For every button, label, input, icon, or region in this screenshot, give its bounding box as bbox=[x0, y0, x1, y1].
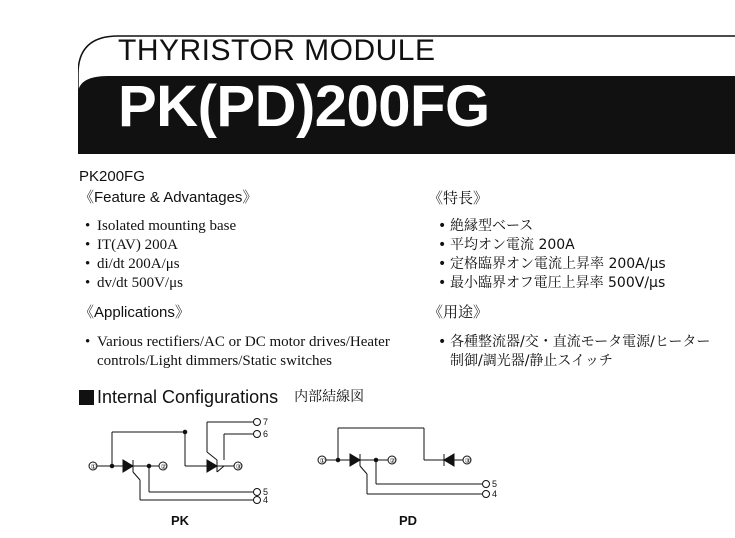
product-title: PK(PD)200FG bbox=[118, 74, 490, 139]
application-item: • Various rectifiers/AC or DC motor drives/Heater controls/Light dimmers/Static switches bbox=[85, 333, 430, 371]
terminal-label: ① bbox=[90, 464, 97, 471]
application-item-jp: • 各種整流器/交・直流モータ電源/ヒーター制御/調光器/静止スイッチ bbox=[438, 333, 718, 371]
square-bullet-icon bbox=[79, 390, 94, 405]
terminal-label: ② bbox=[160, 464, 167, 471]
terminal-label: ② bbox=[389, 458, 396, 465]
feature-item-jp: • 平均オン電流 200A bbox=[438, 236, 666, 255]
pin-label: 4 bbox=[492, 489, 498, 499]
model-number: PK200FG bbox=[79, 168, 145, 185]
feature-item-jp: • 定格臨界オン電流上昇率 200A/μs bbox=[438, 255, 666, 274]
terminal-label: ③ bbox=[464, 458, 471, 465]
features-heading: 《Feature & Advantages》 bbox=[79, 189, 258, 206]
config-title: Internal Configurations bbox=[97, 387, 279, 407]
pin-label: 4 bbox=[263, 495, 269, 505]
feature-item-jp: • 最小臨界オフ電圧上昇率 500V/μs bbox=[438, 274, 666, 293]
pk-label: PK bbox=[171, 513, 190, 528]
pin-label: 5 bbox=[492, 479, 498, 489]
header-category: THYRISTOR MODULE bbox=[118, 34, 436, 67]
feature-item: • dv/dt 500V/μs bbox=[85, 274, 236, 293]
features-list-jp bbox=[438, 217, 666, 293]
config-title-jp: 内部結線図 bbox=[294, 389, 365, 405]
feature-item: • Isolated mounting base bbox=[85, 217, 236, 236]
feature-item-jp: • 絶縁型ベース bbox=[438, 217, 666, 236]
applications-heading-jp: 《用途》 bbox=[428, 303, 489, 321]
applications-heading: 《Applications》 bbox=[79, 304, 190, 321]
features-list bbox=[85, 217, 236, 293]
features-heading-jp: 《特長》 bbox=[428, 189, 489, 207]
terminal-label: ③ bbox=[235, 464, 242, 471]
pin-label: 6 bbox=[263, 429, 269, 439]
applications-list bbox=[85, 333, 430, 371]
feature-item: • di/dt 200A/μs bbox=[85, 255, 236, 274]
feature-item: • IT(AV) 200A bbox=[85, 236, 236, 255]
pd-label: PD bbox=[399, 513, 418, 528]
pin-label: 5 bbox=[263, 487, 269, 497]
applications-list-jp bbox=[438, 333, 718, 371]
terminal-label: ① bbox=[319, 458, 326, 465]
pd-circuit-diagram bbox=[314, 418, 514, 508]
pk-circuit-diagram bbox=[85, 412, 285, 507]
pin-label: 7 bbox=[263, 417, 269, 427]
config-heading bbox=[79, 388, 364, 406]
